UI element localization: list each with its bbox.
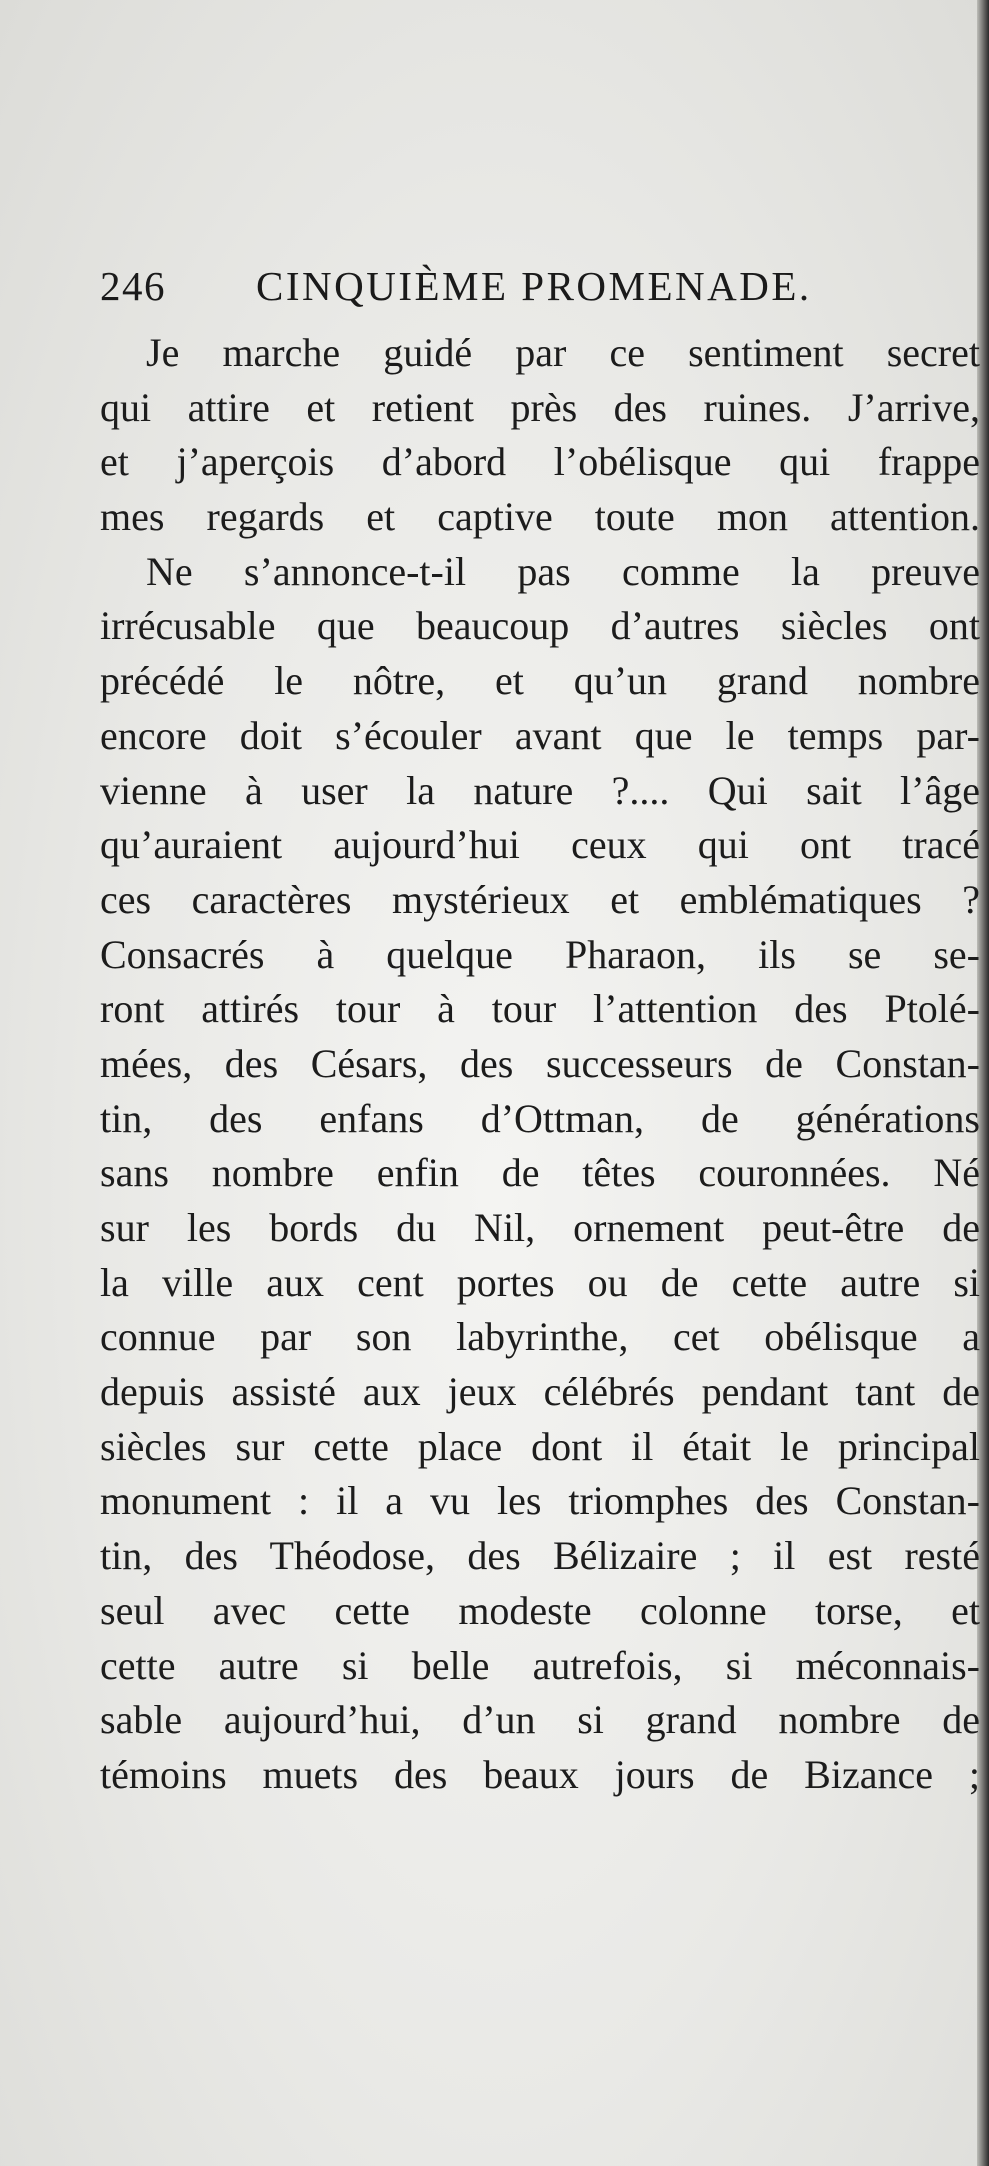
text-line: précédé le nôtre, et qu’un grand nombre (100, 658, 980, 704)
text-line: connue par son labyrinthe, cet obélisque a (100, 1314, 980, 1360)
text-line: sable aujourd’hui, d’un si grand nombre de (100, 1697, 980, 1743)
text-line: mes regards et captive toute mon attention. (100, 494, 980, 540)
text-line: ces caractères mystérieux et emblématiques ? (100, 876, 980, 922)
page-header (100, 256, 880, 316)
page-number: 246 (100, 263, 166, 309)
body-text (100, 326, 980, 1803)
text-line: tin, des enfans d’Ottman, de générations (100, 1095, 980, 1141)
text-line: irrécusable que beaucoup d’autres siècles ont (100, 603, 980, 649)
text-line: Je marche guidé par ce sentiment secret (146, 330, 980, 375)
text-line: siècles sur cette place dont il était le principal (100, 1423, 980, 1469)
text-line: et j’aperçois d’abord l’obélisque qui frappe (100, 439, 980, 485)
text-line: seul avec cette modeste colonne torse, et (100, 1587, 980, 1633)
text-line: qu’auraient aujourd’hui ceux qui ont tracé (100, 822, 980, 868)
text-line: vienne à user la nature ?.... Qui sait l’âge (100, 767, 980, 813)
text-line: cette autre si belle autrefois, si méconnais- (100, 1642, 980, 1688)
text-line: monument : il a vu les triomphes des Constan- (100, 1478, 980, 1524)
text-line: ront attirés tour à tour l’attention des Ptolé- (100, 986, 980, 1032)
text-line: sans nombre enfin de têtes couronnées. Né (100, 1150, 980, 1196)
text-line: qui attire et retient près des ruines. J’arrive, (100, 384, 980, 430)
text-line: encore doit s’écouler avant que le temps par- (100, 712, 980, 758)
text-line: sur les bords du Nil, ornement peut-être de (100, 1205, 980, 1250)
text-line: Consacrés à quelque Pharaon, ils se se- (100, 931, 980, 977)
text-line: tin, des Théodose, des Bélizaire ; il est resté (100, 1533, 980, 1579)
text-line: Ne s’annonce-t-il pas comme la preuve (146, 548, 980, 594)
text-line: témoins muets des beaux jours de Bizance ; (100, 1751, 980, 1797)
running-head: CINQUIÈME PROMENADE. (256, 263, 812, 309)
text-line: la ville aux cent portes ou de cette autre si (100, 1259, 980, 1305)
text-line: depuis assisté aux jeux célébrés pendant tant de (100, 1369, 980, 1415)
text-line: mées, des Césars, des successeurs de Constan- (100, 1040, 980, 1086)
